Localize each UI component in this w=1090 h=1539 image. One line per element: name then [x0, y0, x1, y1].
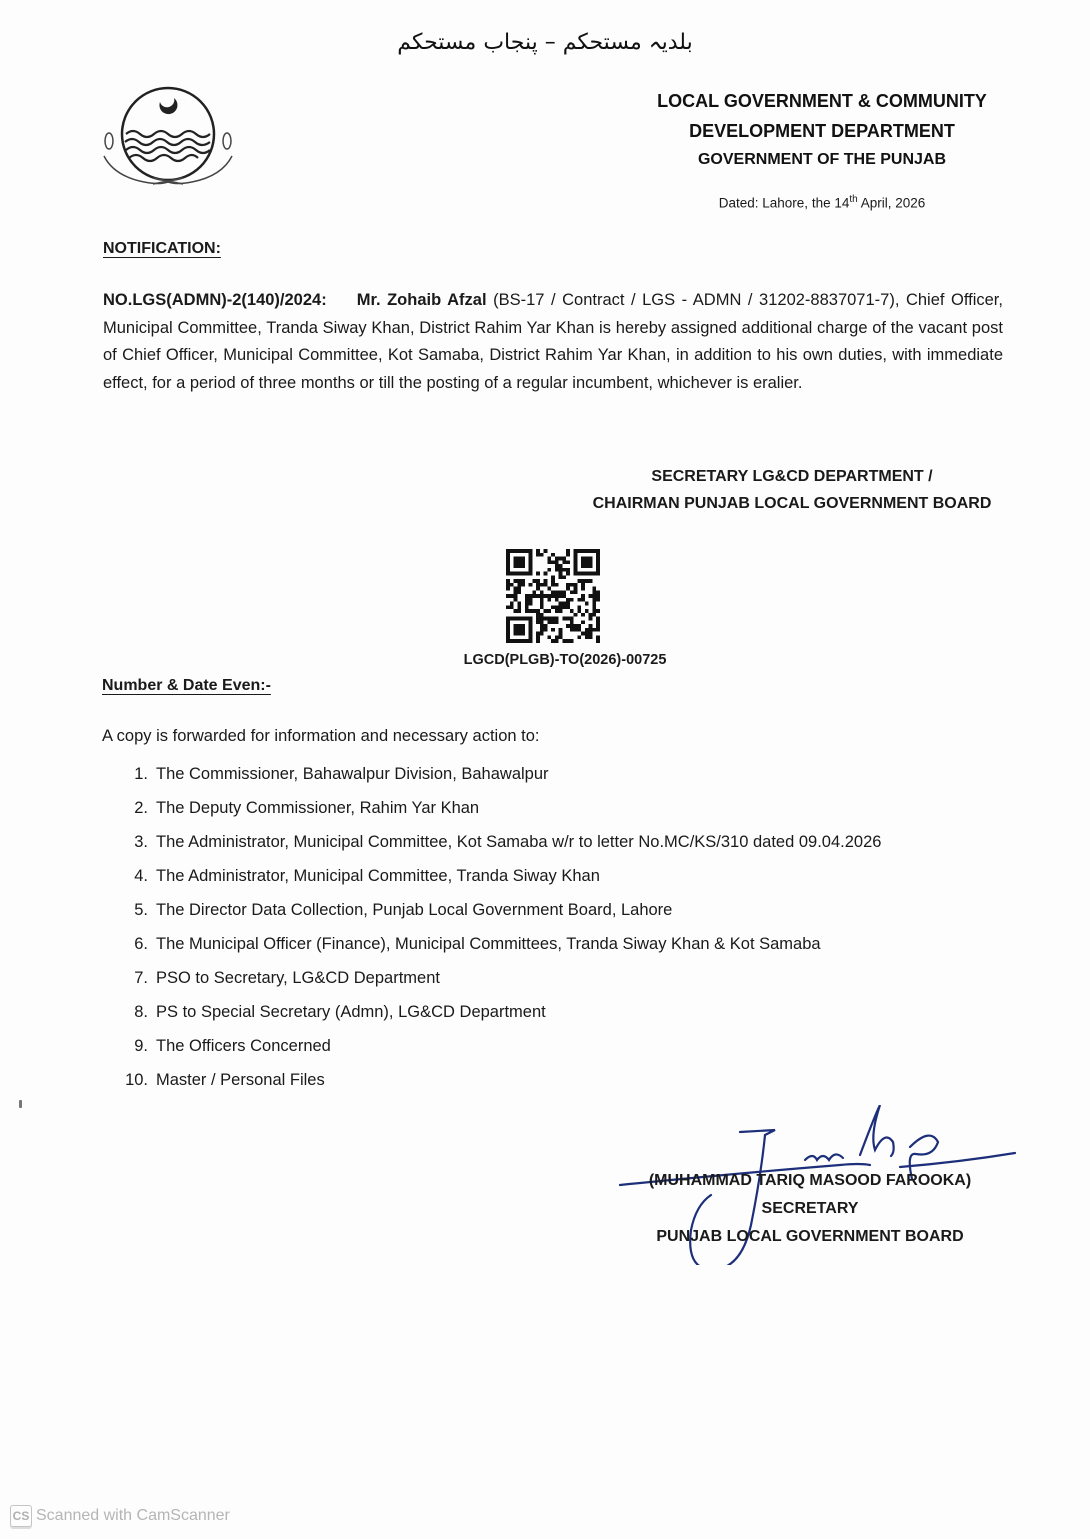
number-date-even-heading: Number & Date Even:-	[102, 677, 271, 694]
qr-reference-code: LGCD(PLGB)-TO(2026)-00725	[463, 652, 667, 668]
recipient-number: 2.	[134, 798, 148, 817]
department-line-2: DEVELOPMENT DEPARTMENT	[689, 121, 955, 141]
signatory-name: (MUHAMMAD TARIQ MASOOD FAROOKA)	[648, 1172, 972, 1189]
camscanner-watermark	[10, 1505, 230, 1527]
recipient-number: 5.	[134, 900, 148, 919]
recipient-text: The Municipal Officer (Finance), Municipal Committees, Tranda Siway Khan & Kot Samaba	[156, 934, 821, 953]
recipient-text: The Deputy Commissioner, Rahim Yar Khan	[156, 798, 480, 817]
recipient-text: PSO to Secretary, LG&CD Department	[156, 968, 440, 987]
recipient-number: 1.	[134, 764, 148, 783]
recipient-item	[108, 757, 881, 791]
recipient-text: The Administrator, Municipal Committee, Tranda Siway Khan	[156, 866, 600, 885]
recipient-text: The Commissioner, Bahawalpur Division, Bahawalpur	[156, 764, 549, 783]
notification-heading: NOTIFICATION:	[103, 240, 221, 257]
department-line-3: GOVERNMENT OF THE PUNJAB	[697, 151, 946, 168]
recipient-number: 10.	[125, 1070, 148, 1089]
notification-text: (BS-17 / Contract / LGS - ADMN / 31202-8837071-7), Chief Officer, Municipal Committee, Tranda Siway Khan, District Rahim Yar Khan is hereby assigned additional charge of the vacant post of Chief Officer, Municipal Committee, Kot Samaba, District Rahim Yar Khan, in addition to his own duties, with immediate effect, for a period of three months or till the posting of a regular incumbent, whichever is eralier.	[103, 291, 1003, 392]
recipient-number: 6.	[134, 934, 148, 953]
dated-sup: th	[849, 194, 858, 205]
recipient-item	[108, 961, 881, 995]
dated-prefix: Dated: Lahore, the 14	[718, 195, 850, 211]
recipient-item	[108, 893, 881, 927]
recipient-item	[108, 1063, 881, 1097]
issuing-authority	[560, 463, 1024, 517]
qr-code-icon	[505, 549, 601, 643]
copy-forward-intro: A copy is forwarded for information and necessary action to:	[102, 727, 540, 745]
punjab-emblem-icon	[98, 84, 238, 199]
recipient-list	[108, 757, 881, 1097]
recipient-text: The Director Data Collection, Punjab Local Government Board, Lahore	[156, 900, 673, 919]
dated-suffix: April, 2026	[857, 195, 926, 211]
recipient-number: 8.	[134, 1002, 148, 1021]
authority-line-1: SECRETARY LG&CD DEPARTMENT /	[651, 468, 933, 485]
recipient-number: 3.	[134, 832, 148, 851]
notification-body	[103, 287, 1003, 397]
camscanner-logo-icon: CS	[10, 1505, 32, 1527]
officer-name: Mr. Zohaib Afzal	[356, 291, 487, 309]
department-line-1: LOCAL GOVERNMENT & COMMUNITY	[657, 91, 987, 111]
urdu-motto: بلدیہ مستحکم – پنجاب مستحکم	[397, 30, 693, 55]
dated-line	[620, 194, 1024, 211]
recipient-item	[108, 1029, 881, 1063]
reference-number: NO.LGS(ADMN)-2(140)/2024:	[103, 291, 327, 309]
signatory-block	[600, 1167, 1020, 1251]
authority-line-2: CHAIRMAN PUNJAB LOCAL GOVERNMENT BOARD	[592, 495, 992, 512]
recipient-item	[108, 791, 881, 825]
signatory-title: SECRETARY	[761, 1200, 859, 1217]
recipient-item	[108, 995, 881, 1029]
recipient-item	[108, 859, 881, 893]
camscanner-text: Scanned with CamScanner	[36, 1507, 230, 1524]
recipient-number: 4.	[134, 866, 148, 885]
recipient-number: 7.	[134, 968, 148, 987]
recipient-text: PS to Special Secretary (Admn), LG&CD Department	[156, 1002, 546, 1021]
recipient-text: The Officers Concerned	[156, 1036, 331, 1055]
recipient-text: Master / Personal Files	[156, 1070, 325, 1089]
scan-speck	[19, 1100, 22, 1108]
recipient-item	[108, 927, 881, 961]
recipient-text: The Administrator, Municipal Committee, Kot Samaba w/r to letter No.MC/KS/310 dated 09.04.2026	[156, 832, 882, 851]
recipient-number: 9.	[134, 1036, 148, 1055]
recipient-item	[108, 825, 881, 859]
signatory-organization: PUNJAB LOCAL GOVERNMENT BOARD	[656, 1228, 964, 1245]
